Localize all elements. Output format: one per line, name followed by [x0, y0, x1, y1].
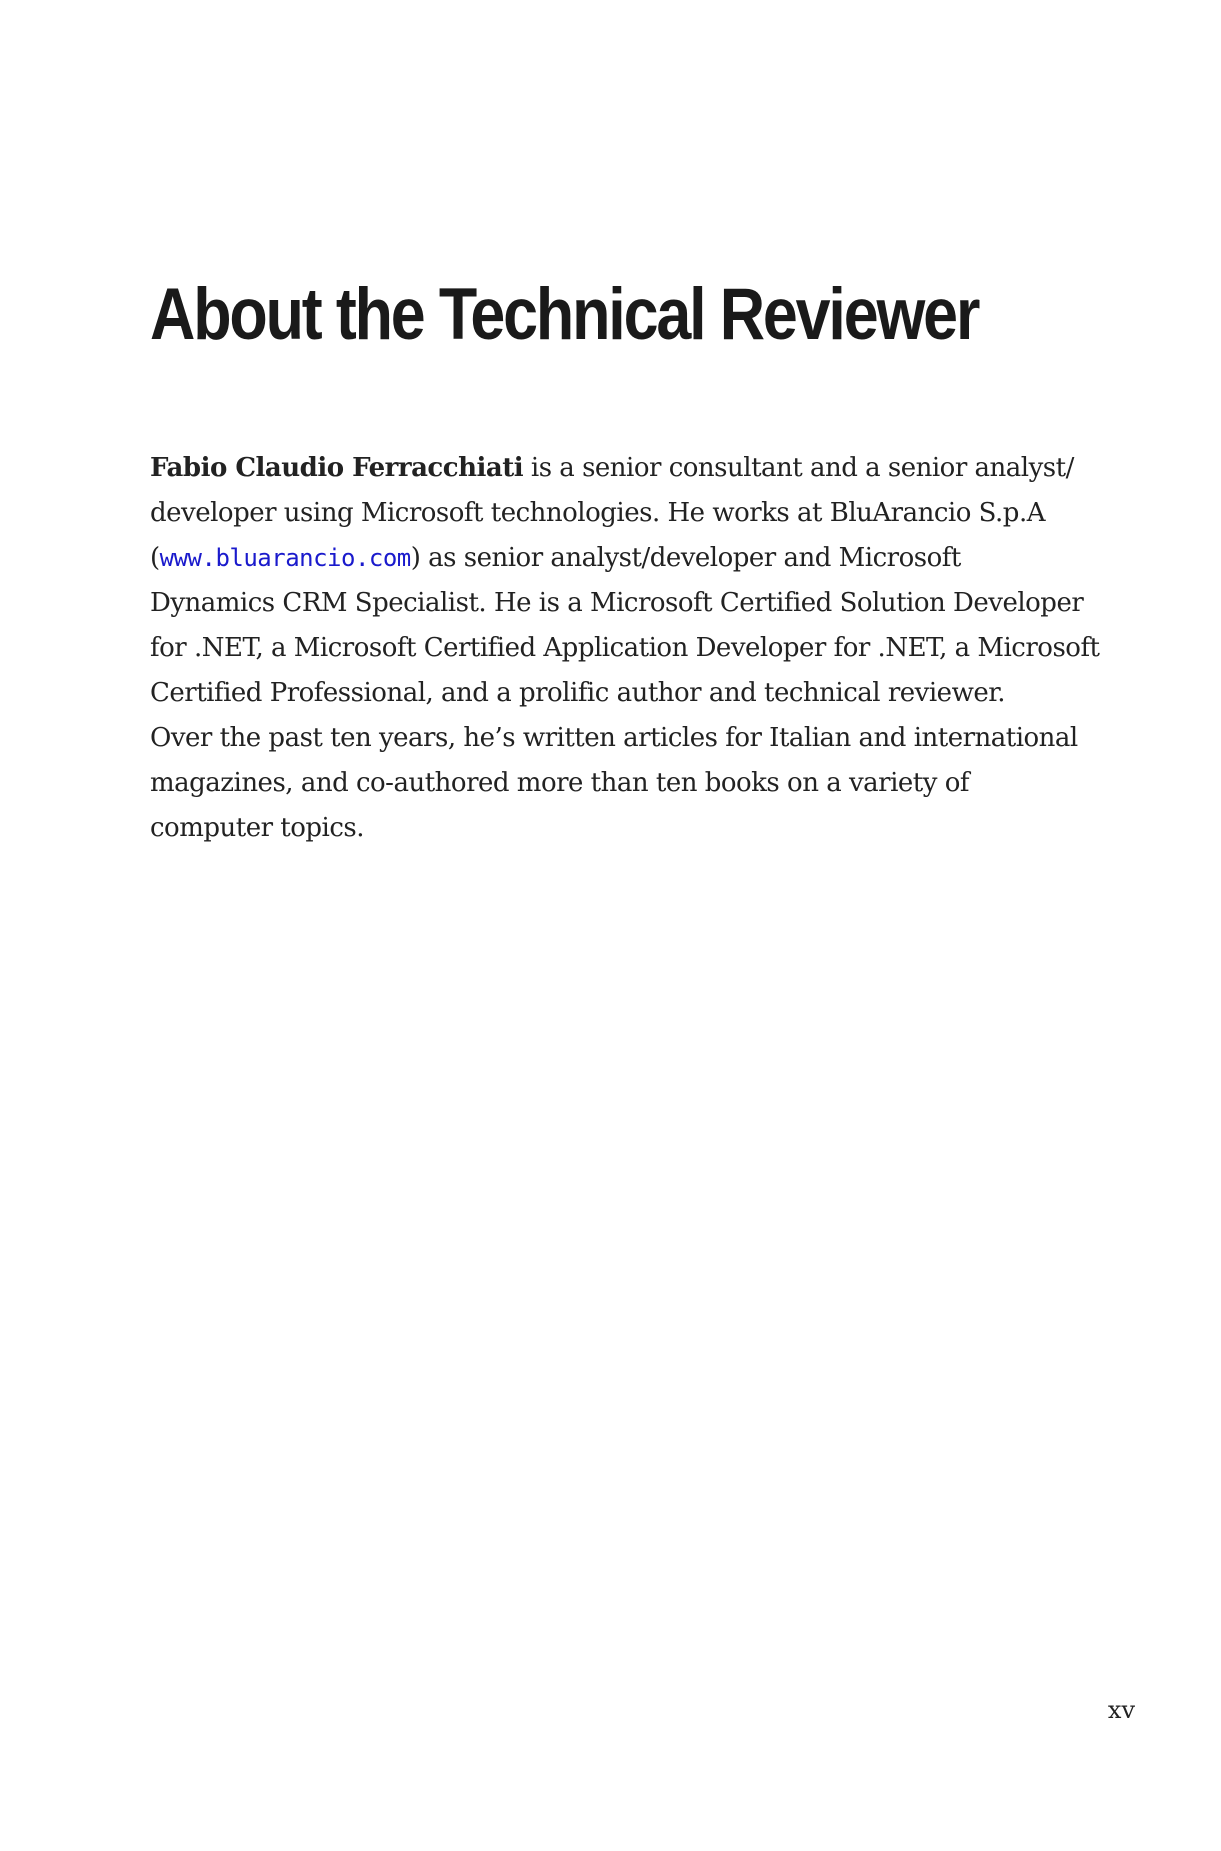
bio-line-7: Over the past ten years, he’s written articles for Italian and international — [150, 723, 1078, 753]
reviewer-bio — [150, 446, 1140, 851]
bio-line-3-text: ) as senior analyst/developer and Microsoft — [410, 543, 961, 573]
page-title: About the Technical Reviewer — [150, 274, 979, 355]
open-paren: ( — [150, 543, 160, 573]
reviewer-name: Fabio Claudio Ferracchiati — [150, 453, 524, 483]
bio-line-9: computer topics. — [150, 813, 365, 843]
bio-line-3 — [150, 536, 1140, 581]
bio-line-1-text: is a senior consultant and a senior analyst/ — [523, 453, 1074, 483]
bio-line-5: for .NET, a Microsoft Certified Application Developer for .NET, a Microsoft — [150, 633, 1100, 663]
company-url-link[interactable]: www.bluarancio.com — [159, 544, 411, 572]
bio-line-1 — [150, 446, 1140, 491]
bio-line-2: developer using Microsoft technologies. He works at BluArancio S.p.A — [150, 498, 1045, 528]
page-number: xv — [1107, 1696, 1135, 1724]
bio-line-8: magazines, and co-authored more than ten books on a variety of — [150, 768, 969, 798]
bio-line-4: Dynamics CRM Specialist. He is a Microsoft Certified Solution Developer — [150, 588, 1084, 618]
bio-line-6: Certified Professional, and a prolific author and technical reviewer. — [150, 678, 1006, 708]
